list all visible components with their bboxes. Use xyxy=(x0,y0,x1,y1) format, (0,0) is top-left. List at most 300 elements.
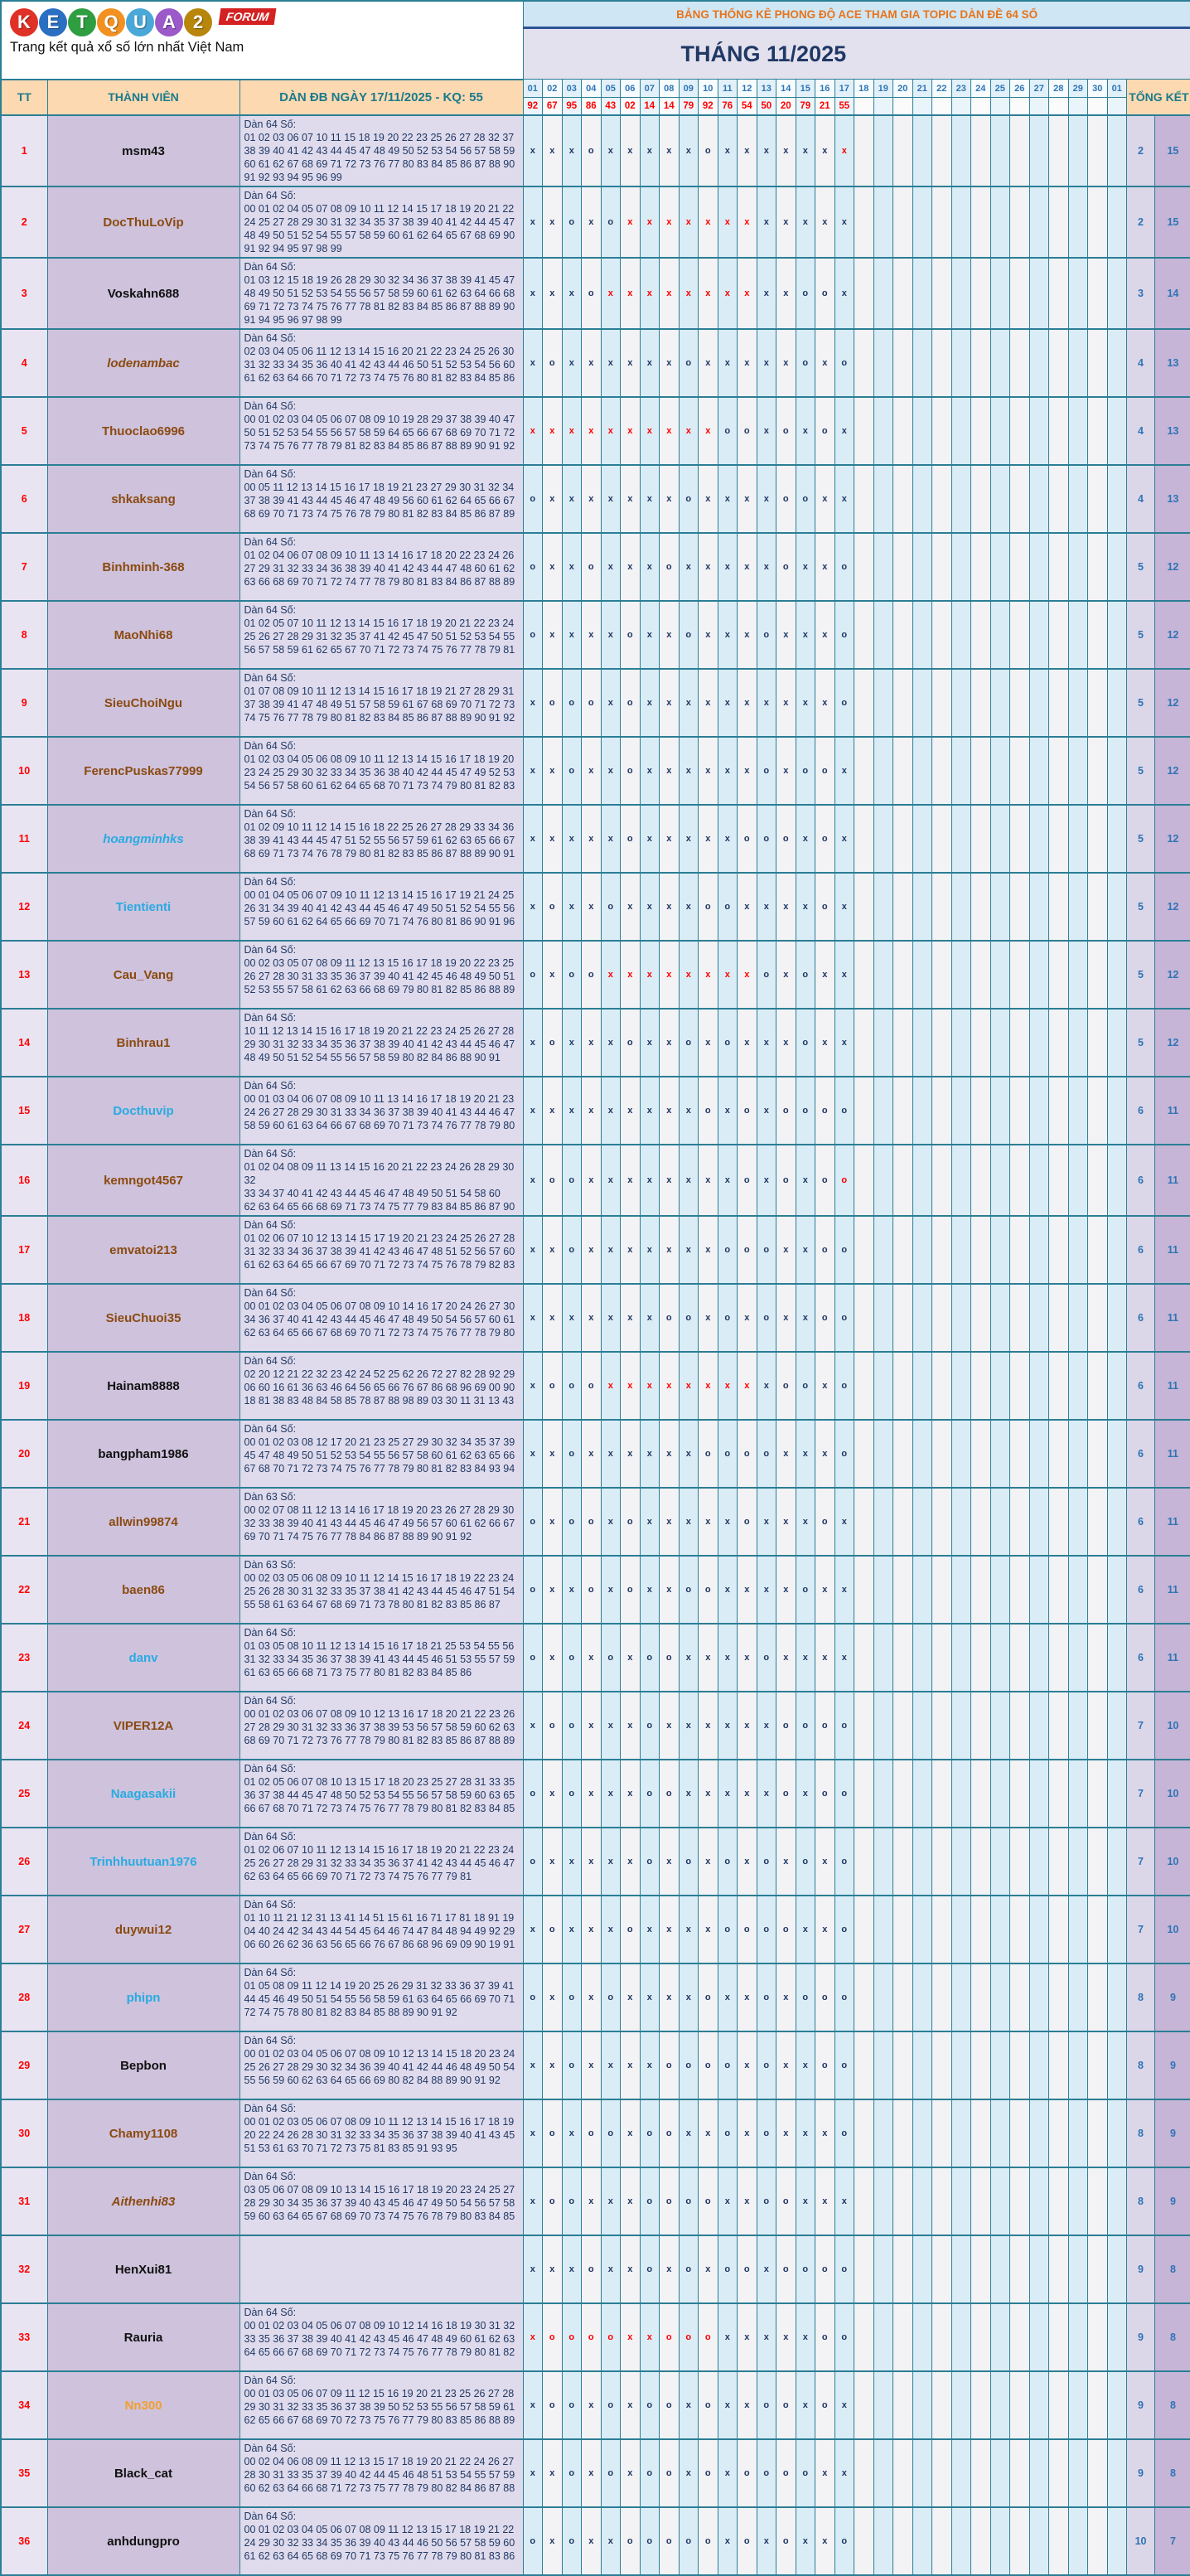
miss-mark: o xyxy=(685,2060,692,2070)
mark-cell xyxy=(990,1624,1010,1692)
mark-cell xyxy=(640,805,660,873)
mark-cell xyxy=(1068,465,1088,533)
mark-cell xyxy=(776,2167,796,2235)
row-number: 18 xyxy=(1,1284,47,1352)
mark-cell xyxy=(523,1488,543,1556)
mark-cell xyxy=(718,258,738,329)
mark-cell xyxy=(562,397,582,465)
site-logo[interactable] xyxy=(1,1,523,80)
mark-cell xyxy=(718,1963,738,2031)
dan-line: 28 30 31 33 35 37 39 40 42 44 45 46 48 51 53 54 55 57 59 xyxy=(244,2469,515,2481)
hit-mark: x xyxy=(822,146,828,156)
mark-cell xyxy=(932,1692,952,1760)
mark-cell xyxy=(796,1624,815,1692)
hit-mark: x xyxy=(802,1449,808,1459)
hit-total: 8 xyxy=(1155,2235,1190,2303)
mark-cell xyxy=(854,1828,874,1896)
hit-mark: x xyxy=(763,562,769,572)
mark-cell xyxy=(1010,1488,1030,1556)
mark-cell xyxy=(757,115,776,186)
hit-mark: x xyxy=(705,1038,711,1048)
mark-cell xyxy=(582,1760,602,1828)
dan-label: Dàn 64 Số: xyxy=(244,190,297,201)
member-name[interactable]: shkaksang xyxy=(47,465,239,533)
mark-cell xyxy=(893,2167,913,2235)
mark-cell xyxy=(699,2167,718,2235)
member-name[interactable]: MaoNhi68 xyxy=(47,601,239,669)
mark-cell xyxy=(873,1760,893,1828)
dan-line: 67 68 70 71 72 73 74 75 76 77 78 79 80 81 82 83 84 93 94 xyxy=(244,1463,515,1474)
member-name[interactable]: phipn xyxy=(47,1963,239,2031)
member-name[interactable]: SieuChoiNgu xyxy=(47,669,239,737)
hit-mark: x xyxy=(744,2400,750,2410)
member-row xyxy=(1,397,1190,465)
mark-cell xyxy=(738,1352,757,1420)
mark-cell xyxy=(699,533,718,601)
mark-cell xyxy=(951,1420,971,1488)
mark-cell xyxy=(757,1760,776,1828)
miss-mark: o xyxy=(821,834,828,844)
hit-mark: x xyxy=(783,2128,789,2138)
hit-mark: x xyxy=(588,902,594,912)
mark-cell xyxy=(562,805,582,873)
miss-mark: o xyxy=(665,1789,672,1799)
mark-cell xyxy=(582,1077,602,1145)
hit-mark: x xyxy=(763,1585,769,1595)
member-name[interactable]: SieuChuoi35 xyxy=(47,1284,239,1352)
member-name[interactable]: Voskahn688 xyxy=(47,258,239,329)
hit-mark: x xyxy=(549,288,555,298)
mark-cell xyxy=(1049,115,1069,186)
hit-mark: x xyxy=(646,698,652,708)
mark-cell xyxy=(718,2235,738,2303)
mark-cell xyxy=(582,873,602,941)
hit-mark: x xyxy=(685,1789,691,1799)
hit-mark: x xyxy=(530,2332,535,2342)
hit-mark: x xyxy=(646,1106,652,1116)
member-name[interactable]: Thuoclao6996 xyxy=(47,397,239,465)
mark-cell xyxy=(582,1284,602,1352)
mark-cell xyxy=(971,1760,991,1828)
hit-mark: x xyxy=(822,1449,828,1459)
mark-cell xyxy=(1088,2371,1108,2439)
mark-cell xyxy=(776,1963,796,2031)
hit-mark: x xyxy=(646,1517,652,1527)
mark-cell xyxy=(718,1077,738,1145)
mark-cell xyxy=(640,397,660,465)
mark-cell xyxy=(660,2371,680,2439)
mark-cell xyxy=(1049,1556,1069,1624)
mark-cell xyxy=(523,805,543,873)
mark-cell xyxy=(1010,1352,1030,1420)
hit-mark: x xyxy=(666,1175,672,1185)
mark-cell xyxy=(582,1692,602,1760)
date-header-cell: 23 xyxy=(951,80,971,98)
mark-cell xyxy=(776,737,796,805)
member-name[interactable]: FerencPuskas77999 xyxy=(47,737,239,805)
miss-mark: o xyxy=(704,2060,711,2070)
member-name[interactable]: Cau_Vang xyxy=(47,941,239,1009)
hit-mark: x xyxy=(822,494,828,504)
miss-mark: o xyxy=(743,426,750,436)
mark-cell xyxy=(718,2507,738,2575)
mark-cell xyxy=(815,669,835,737)
miss-mark: o xyxy=(782,494,789,504)
hit-mark: x xyxy=(724,146,730,156)
miss-mark: o xyxy=(743,834,750,844)
mark-cell xyxy=(951,115,971,186)
hit-mark: x xyxy=(549,146,555,156)
mark-cell xyxy=(660,533,680,601)
miss-total: 7 xyxy=(1127,1828,1155,1896)
mark-cell xyxy=(893,2507,913,2575)
dan-line: 56 57 58 59 61 62 65 67 70 71 72 73 74 75 76 77 78 79 81 xyxy=(244,644,515,656)
miss-mark: o xyxy=(763,630,770,640)
mark-cell xyxy=(738,873,757,941)
mark-cell xyxy=(640,1284,660,1352)
member-name[interactable]: Black_cat xyxy=(47,2439,239,2507)
result-cell: 86 xyxy=(582,98,602,116)
hit-mark: x xyxy=(627,358,633,368)
miss-mark: o xyxy=(763,2128,770,2138)
mark-cell xyxy=(815,2167,835,2235)
mark-cell xyxy=(601,1488,621,1556)
mark-cell xyxy=(990,669,1010,737)
miss-mark: o xyxy=(568,1245,575,1255)
mark-cell xyxy=(543,1216,563,1284)
mark-cell xyxy=(679,1420,699,1488)
miss-total: 10 xyxy=(1127,2507,1155,2575)
member-name[interactable]: msm43 xyxy=(47,115,239,186)
mark-cell xyxy=(1010,737,1030,805)
mark-cell xyxy=(582,397,602,465)
mark-cell xyxy=(990,1828,1010,1896)
mark-cell xyxy=(776,2099,796,2167)
mark-cell xyxy=(971,329,991,397)
member-name[interactable]: anhdungpro xyxy=(47,2507,239,2575)
row-number: 29 xyxy=(1,2031,47,2099)
mark-cell xyxy=(660,2031,680,2099)
dan-number-list xyxy=(239,1009,523,1077)
mark-cell xyxy=(757,601,776,669)
miss-mark: o xyxy=(802,358,809,368)
member-name[interactable]: HenXui81 xyxy=(47,2235,239,2303)
result-cell xyxy=(951,98,971,116)
mark-cell xyxy=(893,1896,913,1963)
member-name[interactable]: hoangminhks xyxy=(47,805,239,873)
hit-mark: x xyxy=(841,1517,847,1527)
mark-cell xyxy=(757,669,776,737)
mark-cell xyxy=(601,465,621,533)
member-name[interactable]: bangpham1986 xyxy=(47,1420,239,1488)
dan-number-list xyxy=(239,1145,523,1216)
mark-cell xyxy=(1029,1009,1049,1077)
miss-mark: o xyxy=(782,1925,789,1934)
mark-cell xyxy=(699,1009,718,1077)
member-name[interactable]: Binhminh-368 xyxy=(47,533,239,601)
dan-line: 68 69 70 71 73 74 75 76 78 79 80 81 82 83 84 85 86 87 89 xyxy=(244,508,515,520)
mark-cell xyxy=(718,1488,738,1556)
mark-cell xyxy=(1088,1145,1108,1216)
mark-cell xyxy=(757,1624,776,1692)
mark-cell xyxy=(621,1009,641,1077)
miss-mark: o xyxy=(763,1857,770,1867)
mark-cell xyxy=(660,2167,680,2235)
mark-cell xyxy=(543,805,563,873)
mark-cell xyxy=(873,258,893,329)
member-row xyxy=(1,2099,1190,2167)
member-name[interactable]: Docthuvip xyxy=(47,1077,239,1145)
dan-line: 04 40 24 42 34 43 44 54 45 64 46 74 47 84 48 94 49 92 29 xyxy=(244,1925,515,1937)
hit-mark: x xyxy=(646,970,652,980)
mark-cell xyxy=(738,805,757,873)
mark-cell xyxy=(640,1760,660,1828)
mark-cell xyxy=(776,1284,796,1352)
mark-cell xyxy=(1068,1216,1088,1284)
member-name[interactable]: emvatoi213 xyxy=(47,1216,239,1284)
member-name[interactable]: allwin99874 xyxy=(47,1488,239,1556)
member-row xyxy=(1,941,1190,1009)
hit-mark: x xyxy=(627,1106,633,1116)
miss-mark: o xyxy=(782,1175,789,1185)
member-name[interactable]: Nn300 xyxy=(47,2371,239,2439)
hit-mark: x xyxy=(802,2400,808,2410)
dan-line: 01 02 05 07 10 11 12 13 14 15 16 17 18 19 20 21 22 23 24 xyxy=(244,617,515,629)
mark-cell xyxy=(543,2303,563,2371)
mark-cell xyxy=(893,805,913,873)
mark-cell xyxy=(757,1284,776,1352)
row-number: 8 xyxy=(1,601,47,669)
miss-mark: o xyxy=(530,630,536,640)
member-name[interactable]: Hainam8888 xyxy=(47,1352,239,1420)
miss-mark: o xyxy=(763,1653,770,1663)
mark-cell xyxy=(601,1145,621,1216)
mark-cell xyxy=(1049,1352,1069,1420)
banner-row xyxy=(1,1,1190,28)
dan-line: 31 32 33 34 36 37 38 39 41 42 43 46 47 48 51 52 56 57 60 xyxy=(244,1246,515,1257)
member-name[interactable]: Naagasakii xyxy=(47,1760,239,1828)
mark-cell xyxy=(660,1624,680,1692)
member-name[interactable]: lodenambac xyxy=(47,329,239,397)
mark-cell xyxy=(854,941,874,1009)
hit-mark: x xyxy=(666,902,672,912)
mark-cell xyxy=(679,873,699,941)
member-name[interactable]: Chamy1108 xyxy=(47,2099,239,2167)
dan-line: 63 66 68 69 70 71 72 74 77 78 79 80 81 83 84 86 87 88 89 xyxy=(244,576,515,588)
row-number: 25 xyxy=(1,1760,47,1828)
miss-mark: o xyxy=(743,1245,750,1255)
mark-cell xyxy=(893,2439,913,2507)
miss-mark: o xyxy=(763,834,770,844)
mark-cell xyxy=(854,601,874,669)
hit-mark: x xyxy=(724,288,730,298)
mark-cell xyxy=(660,2235,680,2303)
miss-mark: o xyxy=(549,1038,555,1048)
hit-mark: x xyxy=(549,834,555,844)
miss-mark: o xyxy=(568,1993,575,2002)
hit-mark: x xyxy=(783,1449,789,1459)
member-name[interactable]: Bepbon xyxy=(47,2031,239,2099)
date-header-cell: 08 xyxy=(660,80,680,98)
hit-mark: x xyxy=(549,630,555,640)
date-header-cell: 21 xyxy=(912,80,932,98)
hit-mark: x xyxy=(588,2536,594,2546)
mark-cell xyxy=(718,1009,738,1077)
hit-mark: x xyxy=(530,1449,535,1459)
mark-cell xyxy=(834,737,854,805)
mark-cell xyxy=(815,2507,835,2575)
mark-cell xyxy=(543,873,563,941)
row-number: 13 xyxy=(1,941,47,1009)
dan-number-list xyxy=(239,1692,523,1760)
dan-number-list xyxy=(239,1963,523,2031)
hit-mark: x xyxy=(724,2400,730,2410)
mark-cell xyxy=(1107,186,1127,258)
hit-mark: x xyxy=(568,1585,574,1595)
mark-cell xyxy=(679,397,699,465)
mark-cell xyxy=(815,1692,835,1760)
member-name[interactable]: baen86 xyxy=(47,1556,239,1624)
mark-cell xyxy=(621,2167,641,2235)
mark-cell xyxy=(854,1420,874,1488)
mark-cell xyxy=(1029,2099,1049,2167)
hit-mark: x xyxy=(802,902,808,912)
miss-mark: o xyxy=(588,562,594,572)
dan-line: 36 37 38 44 45 47 48 50 52 53 54 55 56 57 58 59 60 63 65 xyxy=(244,1789,515,1801)
mark-cell xyxy=(1049,1077,1069,1145)
mark-cell xyxy=(815,1556,835,1624)
hit-mark: x xyxy=(841,288,847,298)
dan-label: Dàn 64 Số: xyxy=(244,1763,297,1775)
mark-cell xyxy=(621,1896,641,1963)
mark-cell xyxy=(854,1556,874,1624)
result-cell: 14 xyxy=(660,98,680,116)
member-name[interactable]: Rauria xyxy=(47,2303,239,2371)
mark-cell xyxy=(873,2507,893,2575)
mark-cell xyxy=(640,186,660,258)
mark-cell xyxy=(562,115,582,186)
hit-mark: x xyxy=(841,1585,847,1595)
member-name[interactable]: kemngot4567 xyxy=(47,1145,239,1216)
mark-cell xyxy=(640,2031,660,2099)
hit-mark: x xyxy=(841,2196,847,2206)
mark-cell xyxy=(757,737,776,805)
hit-mark: x xyxy=(549,562,555,572)
mark-cell xyxy=(757,1420,776,1488)
mark-cell xyxy=(543,258,563,329)
member-name[interactable]: Tientienti xyxy=(47,873,239,941)
dan-line: 25 26 27 28 29 30 32 34 36 39 40 41 42 44 46 48 49 50 54 xyxy=(244,2061,515,2073)
mark-cell xyxy=(990,1488,1010,1556)
dan-label: Dàn 64 Số: xyxy=(244,2103,297,2114)
mark-cell xyxy=(718,805,738,873)
dan-line: 72 74 75 78 80 81 82 83 84 85 88 89 90 91 92 xyxy=(244,2007,457,2018)
mark-cell xyxy=(621,186,641,258)
member-name[interactable]: Aithenhi83 xyxy=(47,2167,239,2235)
mark-cell xyxy=(601,1692,621,1760)
hit-mark: x xyxy=(607,1381,613,1391)
mark-cell xyxy=(834,2099,854,2167)
mark-cell xyxy=(854,186,874,258)
miss-mark: o xyxy=(568,1721,575,1731)
hit-mark: x xyxy=(724,217,730,227)
hit-mark: x xyxy=(588,1449,594,1459)
mark-cell xyxy=(738,2235,757,2303)
hit-mark: x xyxy=(783,970,789,980)
mark-cell xyxy=(621,2099,641,2167)
hit-mark: x xyxy=(763,2264,769,2274)
miss-mark: o xyxy=(763,2060,770,2070)
miss-mark: o xyxy=(743,1925,750,1934)
hit-mark: x xyxy=(822,217,828,227)
mark-cell xyxy=(523,1963,543,2031)
hit-mark: x xyxy=(568,2264,574,2274)
miss-mark: o xyxy=(646,1721,653,1731)
mark-cell xyxy=(738,1145,757,1216)
mark-cell xyxy=(893,1009,913,1077)
hit-total: 11 xyxy=(1155,1077,1190,1145)
mark-cell xyxy=(815,465,835,533)
hit-mark: x xyxy=(607,970,613,980)
mark-cell xyxy=(834,1760,854,1828)
mark-cell xyxy=(815,805,835,873)
hit-mark: x xyxy=(685,698,691,708)
miss-mark: o xyxy=(549,1381,555,1391)
member-name[interactable]: Trinhhuutuan1976 xyxy=(47,1828,239,1896)
hit-mark: x xyxy=(724,1106,730,1116)
row-number: 19 xyxy=(1,1352,47,1420)
miss-mark: o xyxy=(763,1925,770,1934)
result-cell: 20 xyxy=(776,98,796,116)
mark-cell xyxy=(562,2371,582,2439)
member-name[interactable]: DocThuLoVip xyxy=(47,186,239,258)
hit-mark: x xyxy=(783,902,789,912)
dan-number-list xyxy=(239,2235,523,2303)
member-name[interactable]: danv xyxy=(47,1624,239,1692)
member-name[interactable]: duywui12 xyxy=(47,1896,239,1963)
mark-cell xyxy=(640,465,660,533)
row-number: 21 xyxy=(1,1488,47,1556)
mark-cell xyxy=(776,186,796,258)
mark-cell xyxy=(621,115,641,186)
hit-mark: x xyxy=(841,146,847,156)
miss-mark: o xyxy=(568,1449,575,1459)
mark-cell xyxy=(854,1284,874,1352)
mark-cell xyxy=(971,1216,991,1284)
miss-mark: o xyxy=(724,1038,731,1048)
result-cell: 21 xyxy=(815,98,835,116)
mark-cell xyxy=(951,2371,971,2439)
mark-cell xyxy=(699,465,718,533)
dan-number-list xyxy=(239,1216,523,1284)
mark-cell xyxy=(873,1352,893,1420)
member-name[interactable]: Binhrau1 xyxy=(47,1009,239,1077)
result-cell: 43 xyxy=(601,98,621,116)
mark-cell xyxy=(699,805,718,873)
mark-cell xyxy=(543,2167,563,2235)
mark-cell xyxy=(601,1009,621,1077)
member-name[interactable]: VIPER12A xyxy=(47,1692,239,1760)
mark-cell xyxy=(834,2507,854,2575)
mark-cell xyxy=(1029,941,1049,1009)
mark-cell xyxy=(1029,1284,1049,1352)
mark-cell xyxy=(718,2439,738,2507)
hit-mark: x xyxy=(705,2128,711,2138)
hit-mark: x xyxy=(724,1175,730,1185)
mark-cell xyxy=(893,737,913,805)
miss-mark: o xyxy=(568,970,575,980)
hit-mark: x xyxy=(530,2128,535,2138)
